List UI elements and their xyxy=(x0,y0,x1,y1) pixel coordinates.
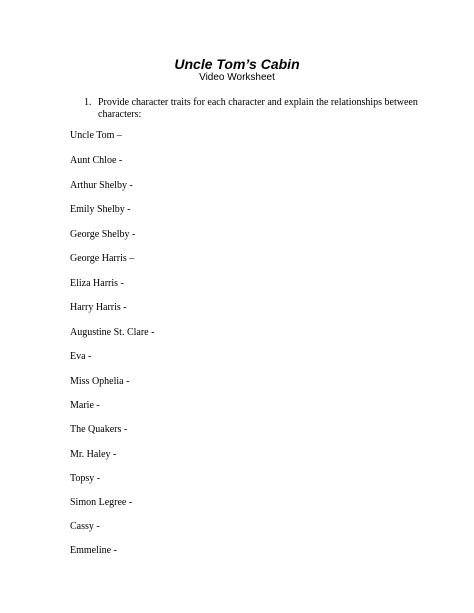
character-label: Topsy - xyxy=(70,473,101,484)
character-label: Cassy - xyxy=(70,521,100,532)
question-text-line-2: characters: xyxy=(98,109,142,120)
question-text-line-1: Provide character traits for each character and explain the relationships between xyxy=(98,97,418,108)
character-label: Eliza Harris - xyxy=(70,278,124,289)
character-label: Augustine St. Clare - xyxy=(70,327,155,338)
character-label: Eva - xyxy=(70,351,92,362)
worksheet-subtitle: Video Worksheet xyxy=(199,72,275,83)
character-label: Aunt Chloe - xyxy=(70,155,123,166)
character-label: The Quakers - xyxy=(70,424,128,435)
character-label: Uncle Tom – xyxy=(70,130,122,141)
question-number: 1. xyxy=(84,97,92,108)
worksheet-title: Uncle Tom’s Cabin xyxy=(174,56,300,72)
character-label: Arthur Shelby - xyxy=(70,180,133,191)
question-text xyxy=(98,97,434,121)
character-label: Simon Legree - xyxy=(70,497,133,508)
character-label: George Shelby - xyxy=(70,229,136,240)
character-label: Emmeline - xyxy=(70,545,117,556)
character-label: Miss Ophelia - xyxy=(70,376,130,387)
character-label: Mr. Haley - xyxy=(70,449,117,460)
character-label: Emily Shelby - xyxy=(70,204,131,215)
character-label: Marie - xyxy=(70,400,100,411)
character-label: George Harris – xyxy=(70,253,135,264)
character-label: Harry Harris - xyxy=(70,302,127,313)
